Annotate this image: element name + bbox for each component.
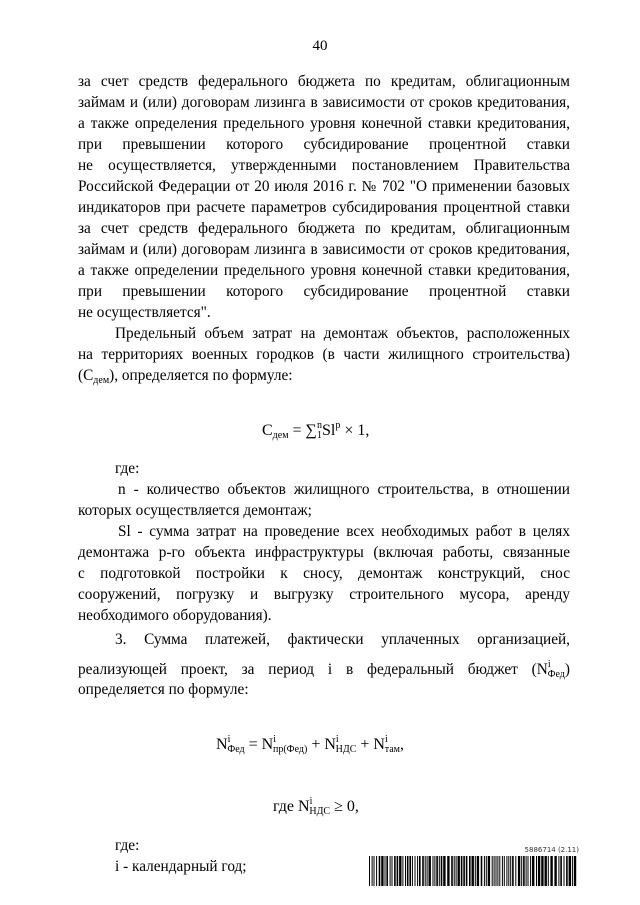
sum-upper: n bbox=[316, 420, 322, 431]
text-tail: ), определяется по формуле: bbox=[109, 367, 293, 384]
where-label: где: bbox=[115, 837, 140, 854]
text-line: при превышении которого субсидирование процентной ставки bbox=[78, 283, 570, 300]
definition-sl-line: с подготовкой постройки к сносу, демонтаж конструкций, снос bbox=[78, 565, 570, 582]
formula-term-sup: p bbox=[335, 420, 341, 431]
definition-sl-line: сооружений, погрузку и выгрузку строительного мусора, аренду bbox=[78, 586, 570, 603]
text-line: при превышении которого субсидирование процентной ставки bbox=[78, 136, 570, 153]
definition-n-line: n - количество объектов жилищного строительства, в отношении bbox=[118, 481, 570, 498]
text-line: Российской Федерации от 20 июля 2016 г. № 702 "О применении базовых bbox=[78, 178, 570, 195]
definition-sl-line: необходимого оборудования). bbox=[78, 607, 272, 624]
text-line: займам и (или) договорам лизинга в зависимости от сроков кредитования, bbox=[78, 241, 570, 258]
page-number: 40 bbox=[312, 38, 328, 54]
definition-sl-line: Sl - сумма затрат на проведение всех необходимых работ в целях bbox=[118, 523, 570, 540]
definition-n-line: которых осуществляется демонтаж; bbox=[78, 502, 312, 519]
paragraph-3-line: 3. Сумма платежей, фактически уплаченных организацией, bbox=[115, 631, 570, 648]
text-line: займам и (или) договорам лизинга в зависимости от сроков кредитования, bbox=[78, 94, 570, 111]
term-sub: там bbox=[384, 744, 401, 755]
paragraph-line-with-symbol bbox=[78, 366, 570, 390]
term-sub: Фед bbox=[227, 744, 245, 755]
formula-lhs-sub: дем bbox=[272, 430, 289, 441]
definition-i: i - календарный год; bbox=[115, 858, 247, 875]
paragraph-line: на территориях военных городков (в части жилищного строительства) bbox=[78, 346, 570, 363]
formula-payments bbox=[216, 734, 404, 755]
formula-tail: × 1, bbox=[340, 422, 370, 439]
term-n-fed: N bbox=[216, 736, 228, 753]
sum-lower: 1 bbox=[316, 430, 322, 441]
text-line: индикаторов при расчете параметров субсидирования процентной ставки bbox=[78, 199, 570, 216]
barcode-number: 5886714 (2.11) bbox=[524, 846, 579, 854]
formula-prefix: где N bbox=[273, 798, 310, 815]
formula-demolition bbox=[262, 420, 369, 441]
formula-term: Sl bbox=[321, 422, 336, 439]
text-line: за счет средств федерального бюджета по кредитам, облигационным bbox=[78, 73, 570, 90]
term-sub: НДС bbox=[309, 806, 331, 817]
term-sub: НДС bbox=[335, 744, 357, 755]
equals-n: = N bbox=[244, 736, 274, 753]
term-sup: i bbox=[227, 734, 231, 745]
text-line: не осуществляется, утвержденными постановлением Правительства bbox=[78, 157, 570, 174]
formula-tail: ≥ 0, bbox=[330, 798, 359, 815]
barcode bbox=[369, 846, 579, 892]
formula-vat-condition bbox=[273, 796, 359, 817]
barcode-bars bbox=[369, 856, 579, 886]
text-line: за счет средств федерального бюджета по кредитам, облигационным bbox=[78, 220, 570, 237]
text-part: реализующей проект, за период i в федеральный бюджет (N bbox=[78, 661, 548, 678]
text-line: а также определении предельного уровня конечной ставки кредитования, bbox=[78, 262, 570, 279]
superscript-i: i bbox=[547, 659, 551, 670]
term-sup: i bbox=[309, 796, 313, 807]
term-sup: i bbox=[273, 734, 276, 745]
text-line: не осуществляется". bbox=[78, 304, 211, 321]
subscript-fed: Фед bbox=[547, 669, 565, 680]
paragraph-3-line: определяется по формуле: bbox=[78, 681, 249, 698]
where-label: где: bbox=[115, 460, 140, 477]
term-sub: пр(Фед) bbox=[273, 744, 308, 755]
formula-tail: , bbox=[400, 736, 405, 753]
term-sup: i bbox=[335, 734, 339, 745]
close-paren: ) bbox=[564, 661, 570, 678]
text-line: а также определения предельного уровня конечной ставки кредитования, bbox=[78, 115, 570, 132]
formula-sum: = ∑ bbox=[288, 422, 317, 439]
term-sup: i bbox=[384, 734, 388, 745]
plus-n: + N bbox=[307, 736, 336, 753]
symbol-c: (С bbox=[78, 367, 94, 384]
formula-lhs: С bbox=[262, 422, 273, 439]
paragraph-line: Предельный объем затрат на демонтаж объектов, расположенных bbox=[115, 325, 570, 342]
plus-n: + N bbox=[356, 736, 385, 753]
subscript-dem: дем bbox=[93, 375, 110, 386]
definition-sl-line: демонтажа p-го объекта инфраструктуры (включая работы, связанные bbox=[78, 544, 570, 561]
